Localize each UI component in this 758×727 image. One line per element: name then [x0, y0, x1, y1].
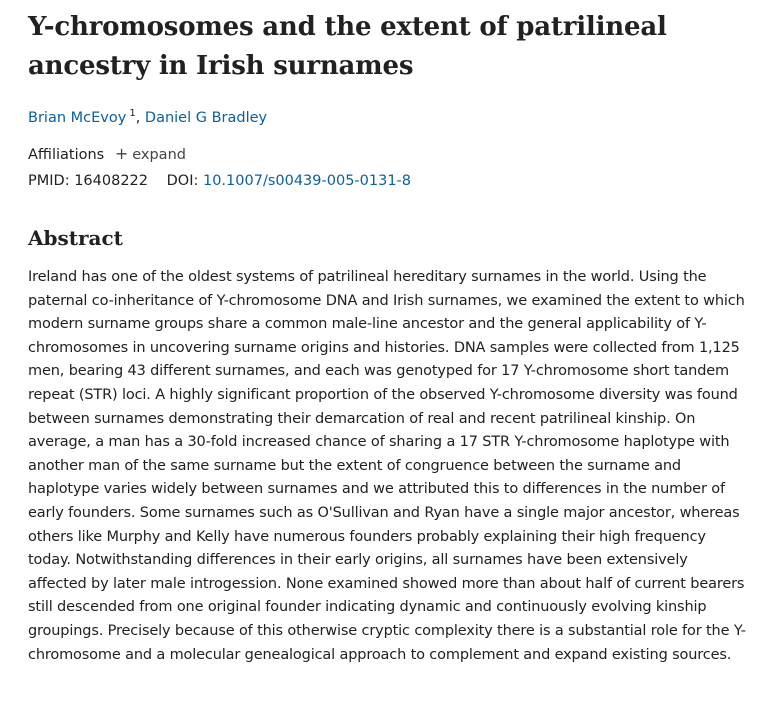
- doi-label: DOI:: [166, 173, 199, 189]
- author-link-brian-mcevoy[interactable]: Brian McEvoy: [28, 110, 127, 126]
- affiliations-row: [28, 144, 752, 165]
- author-separator: ,: [135, 110, 141, 126]
- expand-label: expand: [132, 147, 186, 163]
- affiliations-expand-button[interactable]: [114, 144, 186, 163]
- author-link-daniel-bradley[interactable]: Daniel G Bradley: [144, 110, 268, 126]
- abstract-heading: Abstract: [28, 226, 123, 250]
- author-list: [28, 108, 752, 128]
- affiliations-label: Affiliations: [28, 147, 105, 163]
- affiliation-marker[interactable]: 1: [129, 108, 136, 120]
- pmid-label: PMID:: [28, 173, 70, 189]
- identifiers-row: [28, 171, 752, 191]
- abstract-text: Ireland has one of the oldest systems of patrilineal hereditary surnames in the world. Using the paternal co-inheritance of Y-chromosome DNA and Irish surnames, we examined the extent to which modern surname groups share a common male-line ancestor and the general applicability of Y-chromosomes in uncovering surname origins and histories. DNA samples were collected from 1,125 men, bearing 43 different surnames, and each was genotyped for 17 Y-chromosome short tandem repeat (STR) loci. A highly significant proportion of the observed Y-chromosome diversity was found between surnames demonstrating their demarcation of real and recent patrilineal kinship. On average, a man has a 30-fold increased chance of sharing a 17 STR Y-chromosome haplotype with another man of the same surname but the extent of congruence between the surname and haplotype varies widely between surnames and we attributed this to differences in the number of early founders. Some surnames such as O'Sullivan and Ryan have a single major ancestor, whereas others like Murphy and Kelly have numerous founders probably explaining their high frequency today. Notwithstanding differences in their early origins, all surnames have been extensively affected by later male introgession. None examined showed more than about half of current bearers still descended from one original founder indicating dynamic and continuously evolving kinship groupings. Precisely because of this otherwise cryptic complexity there is a substantial role for the Y-chromosome and a molecular genealogical approach to complement and expand existing sources.: [28, 269, 746, 663]
- article-page: [28, 8, 752, 667]
- article-title: Y-chromosomes and the extent of patrilineal ancestry in Irish surnames: [28, 12, 667, 81]
- pmid-value: 16408222: [74, 173, 149, 189]
- plus-icon: +: [114, 144, 129, 163]
- doi-link[interactable]: 10.1007/s00439-005-0131-8: [202, 173, 412, 189]
